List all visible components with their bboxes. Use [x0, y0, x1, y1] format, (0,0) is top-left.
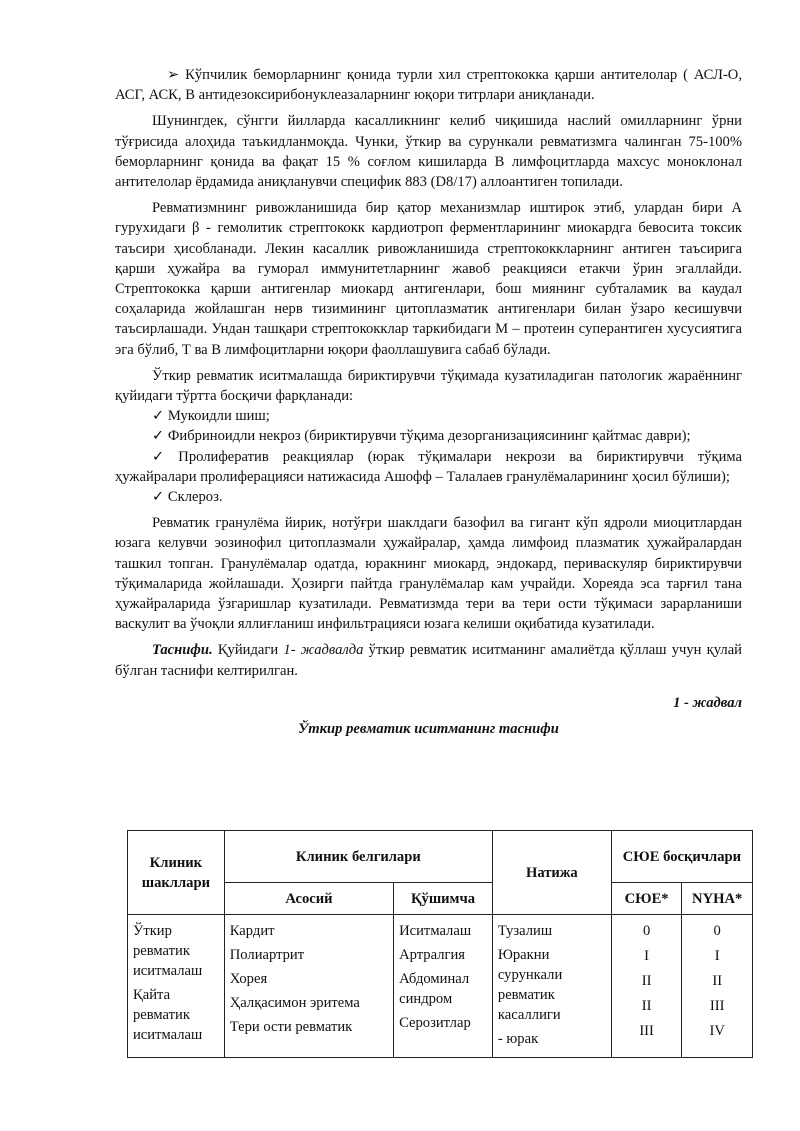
header-chf-stage: СЮЕ* — [611, 883, 682, 915]
document-body — [115, 65, 742, 739]
main-signs-cell: Кардит Полиартрит Хорея Ҳалқасимон эритема Тери ости ревматик — [224, 915, 393, 1058]
paragraph-antibodies: ➢ Кўпчилик беморларнинг қонида турли хил стрептококка қарши антителолар ( АСЛ-О, АСГ, АСК, В антидезоксирибонуклеазаларнинг юқори титрлари аниқланади. — [115, 67, 742, 104]
table-reference: 1 - жадвал — [673, 694, 742, 711]
header-forms: Клиник шакллари — [128, 831, 225, 915]
outcome-cell: Тузалиш Юракни сурункали ревматик касаллиги - юрак — [492, 915, 611, 1058]
checkmark-icon: ✓ — [152, 408, 165, 425]
paragraph-stages-intro: Ўткир ревматик иситмалашда бириктирувчи тўқимада кузатиладиган патологик жараённинг қуйидаги тўртта босқичи фарқланади: — [115, 367, 742, 405]
paragraph-granuloma: Ревматик гранулёма йирик, нотўғри шаклдаги базофил ва гигант кўп ядроли миоцитлардан юзага келувчи эозинофил цитоплазмали ҳужайралар, ҳамда лимфоид плазматик ҳужайралардан ташкил топган. Гранулёмалар одатда, юракнинг миокард, эндокард, периваскуляр бириктирувчи тўқималарида жойлашади. Ҳозирги пайтда гранулёмалар кам учрайди. Хореяда эса тарғил тана ҳужайраларида ўзгаришлар кузатилади. Ревматизмда тери ва тери ости тўқимаси зарарланиши васкулит ва ўчоқли яллиғланиш инфильтрацияси юзага келиши оқибатида кузатилади. — [115, 515, 742, 633]
table-title: Ўткир ревматик иситманинг таснифи — [298, 721, 559, 738]
header-signs: Клиник белгилари — [224, 831, 492, 883]
forms-cell: Ўткир ревматик иситмалаш Қайта ревматик иситмалаш — [128, 915, 225, 1058]
header-outcome: Натижа — [492, 831, 611, 915]
paragraph-classification: Таснифи. Қуйидаги 1- жадвалда ўткир ревматик иситманинг амалиётда қўллаш учун қулай бўлган таснифи келтирилган. — [115, 642, 742, 679]
list-item: ✓ Фибриноидли некроз (бириктирувчи тўқима дезорганизациясининг қайтмас даври); — [115, 426, 742, 446]
header-chf: СЮЕ босқичлари — [611, 831, 752, 883]
checkmark-icon: ✓ — [152, 489, 165, 506]
header-nyha: NYHA* — [682, 883, 753, 915]
extra-signs-cell: Иситмалаш Артралгия Абдоминал синдром Серозитлар — [394, 915, 493, 1058]
header-main: Асосий — [224, 883, 393, 915]
list-item: ✓ Мукоидли шиш; — [115, 406, 742, 426]
classification-table — [127, 830, 753, 1058]
chf-stage-cell: 0 I II II III — [611, 915, 682, 1058]
paragraph-mechanisms: Ревматизмнинг ривожланишида бир қатор механизмлар иштирок этиб, улардан бири А гурухидаги β - гемолитик стрептококк кардиотроп ферментларининг миокардга бевосита токсик таъсири ҳисобланади. Лекин касаллик ривожланишида стрептококкларнинг антиген таъсирига қарши ҳужайра ва гуморал иммунитетларнинг жавоб реакцияси етакчи ўрин эгаллайди. Стрептококка қарши антигенлар миокард антигенлари, бош миянинг субталамик ва каудал соҳаларида жойлашган нерв тизимининг цитоплазматик антигенлари билан ўзаро кесишувчи таъсирлашади. Ундан ташқари стрептококклар таркибидаги М – протеин суперантиген хусусиятига эга бўлиб, Т ва В лимфоцитларни юқори фаоллашувига сабаб бўлади. — [115, 200, 742, 358]
checkmark-icon: ✓ — [152, 448, 165, 465]
header-extra: Қўшимча — [394, 883, 493, 915]
list-item: ✓ Склероз. — [115, 487, 742, 507]
checkmark-icon: ✓ — [152, 428, 165, 445]
nyha-cell: 0 I II III IV — [682, 915, 753, 1058]
list-item: ✓ Пролифератив реакциялар (юрак тўқималари некрози ва бириктирувчи тўқима ҳужайралари пролиферацияси натижасида Ашофф – Талалаев гранулёмаларининг ҳосил бўлиши); — [115, 448, 742, 485]
paragraph-heredity: Шунингдек, сўнгги йилларда касалликнинг келиб чиқишида наслий омилларнинг ўрни тўғрисида алоҳида таъкидланмоқда. Чунки, ўткир ва сурункали ревматизмга чалинган 75-100% беморларнинг қонида ва фақат 15 % соғлом кишиларда В лимфоцитларда махсус моноклонал антителолар ёрдамида аниқланувчи специфик 883 (D8/17) аллоантиген топилади. — [115, 113, 742, 191]
table-row — [128, 915, 753, 1058]
table-header-row — [128, 831, 753, 883]
arrow-bullet-icon: ➢ — [167, 67, 180, 83]
